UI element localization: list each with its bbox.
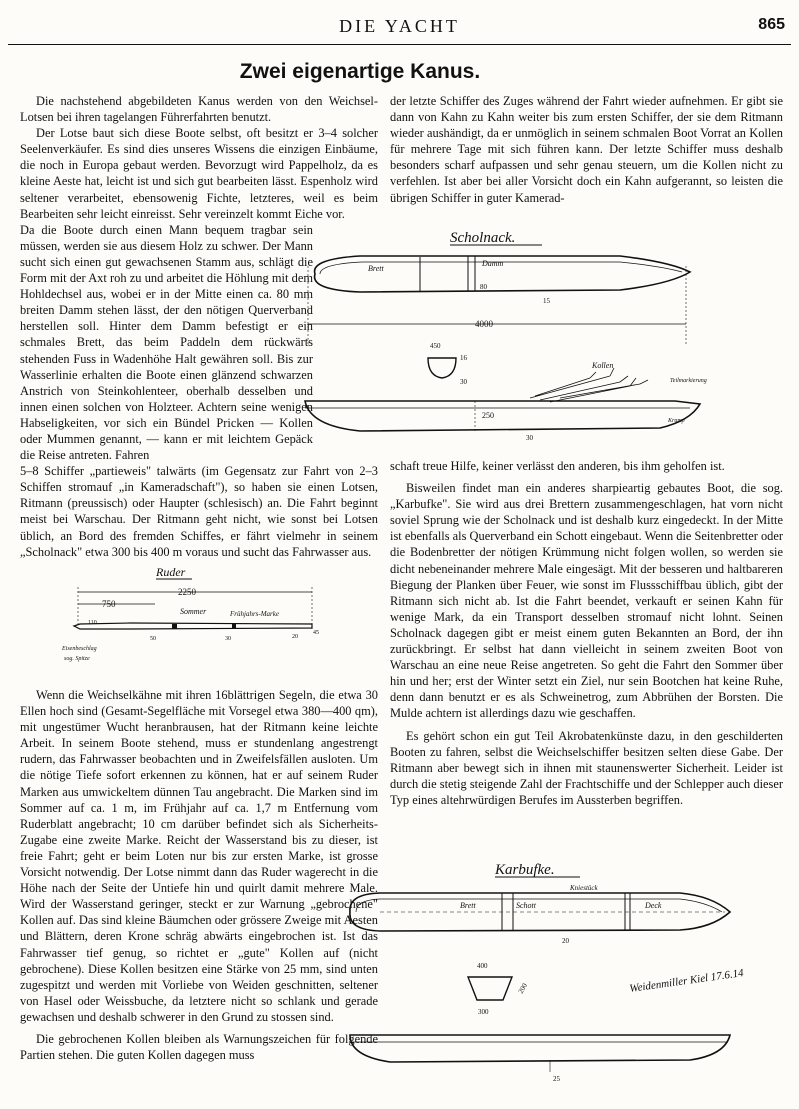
running-header-title: DIE YACHT: [339, 16, 460, 36]
signature: Weidenmiller Kiel 17.6.14: [628, 967, 745, 995]
paragraph: schaft treue Hilfe, keiner verlässt den anderen, bis ihm geholfen ist.: [390, 459, 725, 473]
dim-16: 16: [460, 354, 467, 362]
dim-4000: 4000: [475, 319, 493, 329]
article-title: Zwei eigenartige Kanus.: [239, 60, 481, 83]
fruehjahr-label: Frühjahrs-Marke: [230, 610, 279, 618]
kniestueck-label: Kniestück: [570, 884, 598, 892]
karbufke-title: Karbufke.: [495, 862, 555, 878]
paragraph: Bisweilen findet man ein anderes sharpieartig gebautes Boot, die sog. „Karbufke". Sie wird aus drei Brettern zusammengeschlagen, hat vorn nicht soviel Sprung wie der Scholnack und ist deshalb kurz eingedeckt. In der Mitte ist ebenfalls als Querverband ein Schott eingebaut. Wenn die Seitenbretter oder die Bodenbretter der nötigen Krümmung nicht folgen wollen, so werden sie dicht nebeneinander mehrere Male eingesägt. Mit der besseren und haltbareren Biegung der Planken über Feuer, wie sonst im Flussschiffbau üblich, gibt der Ritmann sich nicht ab. Ist die Fahrt beendet, verkauft er seinen Kahn für wenige Mark, da ein Transport desselben stromauf nicht lohnt. Seinen Scholnack dagegen gibt er meist einem guten Bekannten an Bord, der ihn zurückbringt. Er selbst hat dann vielleicht in seinem zweiten Boot von Warschau an eine neue Reise angetreten. So geht die Fahrt den Sommer über hin und her; erst der Winter setzt ein Ziel, nur sein Bootchen hat keine Ruhe, denn dann benutzt er es als Schweinetrog, zum Abbrühen der Borsten. Die Mulde achtern ist allerdings dazu wie geschaffen.: [390, 481, 783, 721]
kramp-label: Kramp: [668, 418, 685, 424]
dim-200: 200: [516, 981, 529, 995]
dim-400: 400: [477, 962, 488, 970]
kollen-bundle: [530, 368, 648, 402]
dim-250: 250: [482, 411, 494, 420]
spitze-label: sog. Spitze: [64, 656, 90, 662]
brett-label: Brett: [368, 264, 384, 273]
ruder-figure: [60, 562, 330, 674]
dim-50: 50: [150, 636, 156, 642]
dim-30a: 30: [460, 378, 467, 386]
paragraph: Der Lotse baut sich diese Boote selbst, oft besitzt er 3–4 solcher Seelenverkäufer. Es sind dies unseres Wissens die einzigen Einbäume, die noch in Europa gebaut werden. Bevorzugt wird Pappelholz, da es kleine Aeste hat, leicht ist und sich gut bearbeiten lässt. Espenholz wird seltener verarbeitet, ebensowenig Fichte, letzteres, weil es beim Bearbeiten sehr leicht einreisst. Sehr vereinzelt kommt Eiche vor.: [20, 126, 378, 221]
teilmarkierung-label: Teilmarkierung: [670, 378, 707, 384]
dim-25: 25: [553, 1075, 560, 1083]
dim-750: 750: [102, 599, 116, 609]
header-rule: [8, 44, 791, 45]
paragraph: der letzte Schiffer des Zuges während der Fahrt wieder aufnehmen. Er gibt sie dann von Kahn zu Kahn weiter bis zum ersten Schiffer, der sie dem Ritmann wieder aushändigt, da er unmöglich in seinem schmalen Boot Vorrat an Kollen für mehrere Tage mit sich führen kann. Der letzte Schiffer muss deshalb besonders scharf aufpassen und sehr genau steuern, um die Kollen nicht zu verfehlen. Ist aber bei aller Vorsicht doch ein Kahn aufgerannt, so leisten die übrigen Schiffer in guter Kamerad-: [390, 94, 783, 205]
eisenbeschlag-label: Eisenbeschlag: [62, 646, 97, 652]
dim-30b: 30: [526, 434, 533, 442]
paragraph: Da die Boote durch einen Mann bequem tragbar sein müssen, werden sie aus diesem Holz zu schwer. Der Mann sucht sich einen gut gewachsenen Stamm aus, schlägt die Form mit der Axt roh zu und arbeitet die Höhlung mit dem Hohldechsel aus, wobei er in der Mitte einen ca. 80 mm breiten Damm stehen lässt, der den nötigen Querverband herstellen soll. Hinter dem Damm befestigt er ein schmales Brett, das beim Paddeln dem rückwärts stehenden Fuss in Wadenhöhe Halt gewähren soll. Bis zur Wasserlinie erhalten die Boote einen glänzend schwarzen Anstrich von Steinkohlenteer, oberhalb desselben und innen einen solchen von Holzteer. Achtern seine wenigen Habseligkeiten, vor sich ein Bündel Pricken — Kollen oder Mummen genannt, — kann er mit leichtem Gepäck die Reise antreten. Fahren: [20, 222, 313, 463]
dim-80: 80: [480, 283, 487, 291]
dim-450: 450: [430, 342, 441, 350]
dim-300: 300: [478, 1008, 489, 1016]
dim-110: 110: [88, 620, 97, 626]
dim-45: 45: [313, 630, 319, 636]
paragraph: Wenn die Weichselkähne mit ihren 16blättrigen Segeln, die etwa 30 Ellen hoch sind (Gesamt-Segelfläche mit Vorsegel etwa 380—400 qm), mit ungestümer Wucht heranbrausen, hat der Ritmann keine leichte Arbeit. In seinem Boote stehend, muss er stundenlang angestrengt rudern, das Fahrwasser beobachten und in Zweifelsfällen ausloten. Um die nötige Tiefe sofort erkennen zu können, hat er auf seinem Ruder Marken aus umwickeltem dünnen Tau angebracht. Die Marken sind im Sommer auf ca. 1 m, im Frühjahr auf ca. 1,7 m Entfernung vom Ruderblatt angebracht; 10 cm darüber befindet sich als Sicherheits-Zugabe eine zweite Marke. Reicht der Wasserstand bis zu dieser, ist freie Fahrt; geht er beim Loten nur bis zur ersten Marke, ist grosse Vorsicht notwendig. Der Lotse nimmt dann das Ruder wagerecht in die Höhe nach der Seite der Untiefe hin und quirlt damit mehrere Male. Wird der Wasserstand geringer, steckt er zur Warnung „gebrochene" Kollen auf. Das sind kleine Bäumchen oder grössere Zweige mit Aesten und Blättern, deren Krone schräg abwärts eingebrochen ist. Ist das Fahrwasser tief genug, so richtet er „gute" Kollen auf (nicht gebrochene). Diese Kollen besitzen eine Stärke von 25 mm, sind unten zugespitzt und werden mit Vorliebe von Weiden geschnitten, seltener von Hasel oder Weissbuche, da letztere nicht so schlank und gerade gewachsen und deshalb schwerer in den Grund zu stossen sind.: [20, 688, 378, 1024]
paragraph: Es gehört schon ein gut Teil Akrobatenkünste dazu, in den geschilderten Booten zu fahren, selbst die Weichselschiffer besitzen selten diese Gabe. Der Ritmann aber bewegt sich in ihnen mit staunenswerter Sicherheit. Leider ist durch die stetig steigende Zahl der Frachtschiffe und der Schlepper auch dieser Typ eines altehrwürdigen Berufes im Aussterben begriffen.: [390, 728, 783, 807]
deck-label: Deck: [645, 901, 662, 910]
sommer-label: Sommer: [180, 607, 207, 616]
page-number: 865: [758, 16, 785, 33]
damm-label: Damm: [482, 259, 504, 268]
dim-2250: 2250: [178, 587, 196, 597]
paragraph: Die gebrochenen Kollen bleiben als Warnungszeichen für folgende Partien stehen. Die guten Kollen dagegen muss: [20, 1031, 378, 1063]
dim-20: 20: [562, 937, 569, 945]
dim-20: 20: [292, 634, 298, 640]
dim-30: 30: [225, 636, 231, 642]
paragraph: 5–8 Schiffer „partieweis" talwärts (im Gegensatz zur Fahrt von 2–3 Schiffen stromauf „in Kameradschaft"), so haben sie einen Lotsen, Ritmann (preussisch) oder Haupter (schlesisch) an. Die Fahrt beginnt meist bei Warschau. Der Ritmann geht nicht, wie sonst bei Lotsen üblich, an Bord des fremden Schiffes, er fährt vielmehr in seinem „Scholnack" etwa 300 bis 400 m voraus und sucht das Fahrwasser aus.: [20, 464, 378, 559]
dim-15: 15: [543, 297, 550, 305]
brett-label: Brett: [460, 901, 476, 910]
kollen-label: Kollen: [592, 361, 614, 370]
right-column-top: [390, 93, 783, 206]
scholnack-title: Scholnack.: [450, 230, 516, 246]
right-column-middle: [390, 458, 783, 808]
left-column-bottom: [20, 687, 378, 1063]
paragraph: Die nachstehend abgebildeten Kanus werden von den Weichsel-Lotsen bei ihren tagelangen Führerfahrten benutzt.: [20, 94, 378, 125]
karbufke-figure: [340, 860, 780, 1105]
schott-label: Schott: [516, 901, 536, 910]
scholnack-figure: [290, 226, 715, 446]
ruder-title: Ruder: [156, 565, 186, 579]
